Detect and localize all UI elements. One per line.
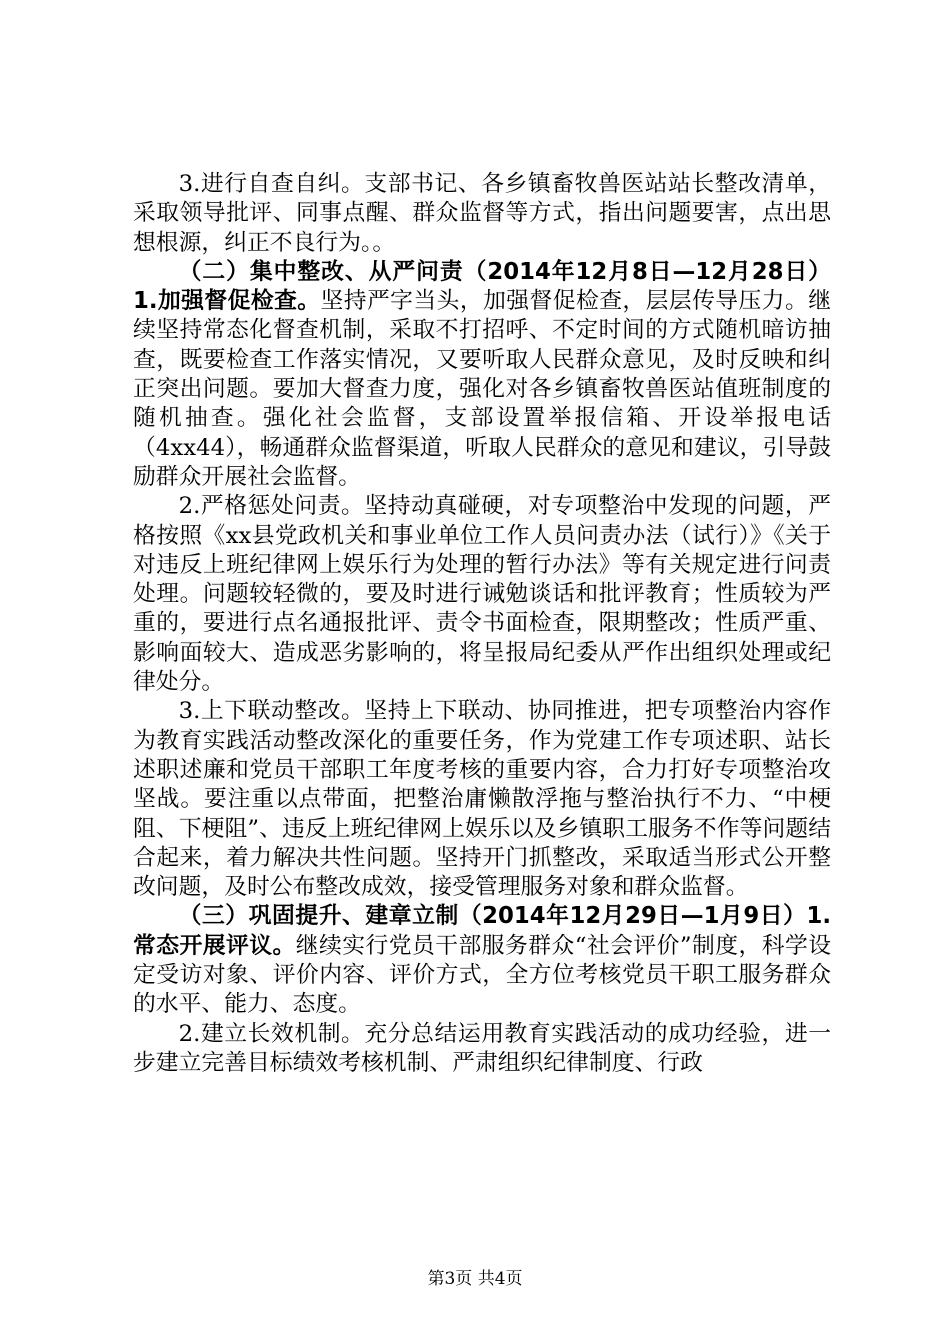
section-heading-3: （三）巩固提升、建章立制（2014年12月29日—1月9日）1.常态开展评议。 xyxy=(133,903,831,959)
paragraph-text: 2.严格惩处问责。坚持动真碰硬，对专项整治中发现的问题，严格按照《xx县党政机关和事业单位工作人员问责办法（试行）》《关于对违反上班纪律网上娱乐行为处理的暂行办法》等有关规定进行问责处理。问题较轻微的，要及时进行诫勉谈话和批评教育；性质较为严重的，要进行点名通报批评、责令书面检查，限期整改；性质严重、影响面较大、造成恶劣影响的，将呈报局纪委从严作出组织处理或纪律处分。 xyxy=(133,493,831,696)
paragraph-text: 坚持严字当头，加强督促检查，层层传导压力。继续坚持常态化督查机制，采取不打招呼、不定时间的方式随机暗访抽查，既要检查工作落实情况，又要听取人民群众意见，及时反映和纠正突出问题。要加大督查力度，强化对各乡镇畜牧兽医站值班制度的随机抽查。强化社会监督，支部设置举报信箱、开设举报电话（4xx44），畅通群众监督渠道，听取人民群众的意见和建议，引导鼓励群众开展社会监督。 xyxy=(133,288,831,490)
paragraph-accountability xyxy=(133,492,831,697)
paragraph-text: 2.建立长效机制。充分总结运用教育实践活动的成功经验，进一步建立完善目标绩效考核机制、严肃组织纪律制度、行政 xyxy=(133,1020,831,1076)
paragraph-linked-rectification xyxy=(133,697,831,902)
paragraph-text: 3.进行自查自纠。支部书记、各乡镇畜牧兽医站站长整改清单，采取领导批评、同事点醒、群众监督等方式，指出问题要害，点出思想根源，纠正不良行为。。 xyxy=(133,171,831,256)
paragraph-self-inspection xyxy=(133,170,831,258)
section-heading-2: （二）集中整改、从严问责（2014年12月8日—12月28日）1.加强督促检查。 xyxy=(133,258,831,315)
paragraph-long-term-mechanism xyxy=(133,1020,831,1079)
page-footer: 第3页 共4页 xyxy=(427,1269,523,1289)
document-body xyxy=(133,170,831,1078)
paragraph-consolidation-heading xyxy=(133,902,831,1019)
paragraph-rectification-heading xyxy=(133,258,831,492)
paragraph-text: 3.上下联动整改。坚持上下联动、协同推进，把专项整治内容作为教育实践活动整改深化的重要任务，作为党建工作专项述职、站长述职述廉和党员干部职工年度考核的重要内容，合力打好专项整治攻坚战。要注重以点带面，把整治庸懒散浮拖与整治执行不力、“中梗阻、下梗阻”、违反上班纪律网上娱乐以及乡镇职工服务不作等问题结合起来，着力解决共性问题。坚持开门抓整改，采取适当形式公开整改问题，及时公布整改成效，接受管理服务对象和群众监督。 xyxy=(133,698,831,901)
paragraph-text: 继续实行党员干部服务群众“社会评价”制度，科学设定受访对象、评价内容、评价方式，全方位考核党员干职工服务群众的水平、能力、态度。 xyxy=(133,932,832,1018)
